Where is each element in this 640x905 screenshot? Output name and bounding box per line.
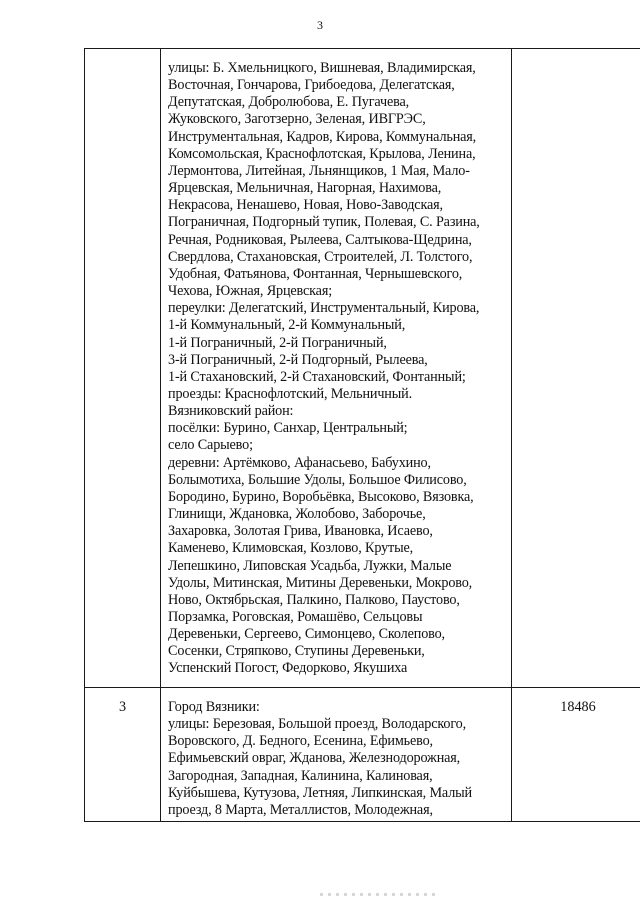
address-line: посёлки: Бурино, Санхар, Центральный; xyxy=(168,420,408,437)
voter-count xyxy=(512,49,640,60)
address-cell xyxy=(161,688,512,822)
row-number-cell xyxy=(85,688,161,822)
address-line: Комсомольская, Краснофлотская, Крылова, Ленина, xyxy=(168,145,476,162)
scan-artifact xyxy=(320,893,440,896)
address-line: 1-й Коммунальный, 2-й Коммунальный, xyxy=(168,317,406,334)
address-line: проезды: Краснофлотский, Мельничный. xyxy=(168,385,412,402)
address-line: Город Вязники: xyxy=(168,699,260,715)
address-line: Загородная, Западная, Калинина, Калиновая, xyxy=(168,767,433,784)
address-line: Каменево, Климовская, Козлово, Крутые, xyxy=(168,540,413,557)
district-table xyxy=(84,48,640,822)
address-line: Куйбышева, Кутузова, Летняя, Липкинская, Малый xyxy=(168,784,472,801)
row-number: 3 xyxy=(118,699,127,715)
address-line: Захаровка, Золотая Грива, Ивановка, Исаево, xyxy=(168,523,433,540)
address-line: 1-й Стахановский, 2-й Стахановский, Фонтанный; xyxy=(168,368,466,385)
address-line: Свердлова, Стахановская, Строителей, Л. Толстого, xyxy=(168,248,473,265)
address-line: Инструментальная, Кадров, Кирова, Коммунальная, xyxy=(168,128,477,145)
voter-count-cell xyxy=(512,688,640,822)
address-line: Некрасова, Ненашево, Новая, Ново-Заводская, xyxy=(168,197,443,214)
address-line: Деревеньки, Сергеево, Симонцево, Сколепово, xyxy=(168,626,445,643)
address-line: 1-й Пограничный, 2-й Пограничный, xyxy=(168,334,387,351)
row-number xyxy=(85,49,160,60)
voter-count-cell xyxy=(512,49,640,688)
address-line: Порзамка, Роговская, Ромашёво, Сельцовы xyxy=(168,609,423,625)
page-number: 3 xyxy=(317,18,323,32)
address-line: Успенский Погост, Федорково, Якушиха xyxy=(168,660,408,677)
address-line: Лермонтова, Литейная, Льнянщиков, 1 Мая, Мало- xyxy=(168,162,470,179)
address-line: Восточная, Гончарова, Грибоедова, Делегатская, xyxy=(168,77,455,94)
address-line: Вязниковский район: xyxy=(168,403,294,420)
table-row xyxy=(85,49,640,688)
address-text xyxy=(161,49,511,680)
address-line: Чехова, Южная, Ярцевская; xyxy=(168,283,332,300)
row-number-cell xyxy=(85,49,161,688)
address-line: Воровского, Д. Бедного, Есенина, Ефимьево, xyxy=(168,733,433,750)
address-line: Глинищи, Ждановка, Жолобово, Заборочье, xyxy=(168,506,426,523)
address-line: Бородино, Бурино, Воробьёвка, Высоково, Вязовка, xyxy=(168,488,474,505)
address-line: улицы: Б. Хмельницкого, Вишневая, Владимирская, xyxy=(168,60,476,76)
address-line: Удобная, Фатьянова, Фонтанная, Чернышевского, xyxy=(168,265,463,282)
table-row xyxy=(85,688,640,822)
address-line: Ефимьевский овраг, Жданова, Железнодорожная, xyxy=(168,750,461,767)
address-line: Депутатская, Добролюбова, Е. Пугачева, xyxy=(168,94,410,111)
voter-count: 18486 xyxy=(560,699,596,715)
address-line: Болымотиха, Большие Удолы, Большое Филисово, xyxy=(168,471,467,488)
address-line: Сосенки, Стряпково, Ступины Деревеньки, xyxy=(168,643,425,660)
address-line: деревни: Артёмково, Афанасьево, Бабухино, xyxy=(168,454,431,471)
address-line: Жуковского, Заготзерно, Зеленая, ИВГРЭС, xyxy=(168,111,426,128)
address-line: Речная, Родниковая, Рылеева, Салтыкова-Щедрина, xyxy=(168,231,472,248)
address-line: Ново, Октябрьская, Палкино, Палково, Паустово, xyxy=(168,591,460,608)
address-line: село Сарыево; xyxy=(168,437,253,454)
address-line: Ярцевская, Мельничная, Нагорная, Нахимова, xyxy=(168,180,442,197)
address-line: Удолы, Митинская, Митины Деревеньки, Мокрово, xyxy=(168,574,473,591)
address-text xyxy=(161,688,511,821)
address-line: 3-й Пограничный, 2-й Подгорный, Рылеева, xyxy=(168,351,428,368)
address-line: переулки: Делегатский, Инструментальный, Кирова, xyxy=(168,300,480,317)
address-line: Лепешкино, Липовская Усадьба, Лужки, Малые xyxy=(168,557,452,574)
address-cell xyxy=(161,49,512,688)
address-line: проезд, 8 Марта, Металлистов, Молодежная, xyxy=(168,801,433,818)
address-line: улицы: Березовая, Большой проезд, Володарского, xyxy=(168,716,467,733)
address-line: Пограничная, Подгорный тупик, Полевая, С. Разина, xyxy=(168,214,480,231)
